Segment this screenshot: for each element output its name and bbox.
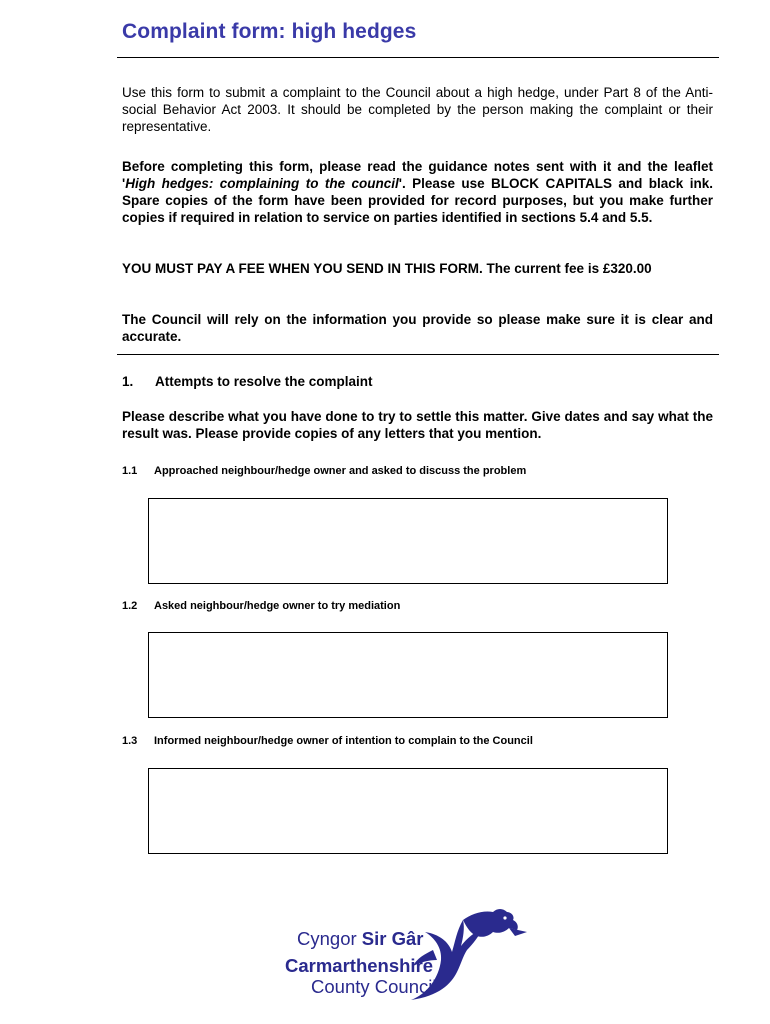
section-title: Attempts to resolve the complaint (155, 374, 373, 389)
answer-box-1-1[interactable] (148, 498, 668, 584)
divider (117, 57, 719, 58)
question-number: 1.1 (122, 465, 138, 477)
question-1-2 (122, 600, 400, 612)
guidance-text-a: Before completing this form, please read the guidance notes sent with it and the leaflet ' (122, 159, 713, 191)
question-label: Informed neighbour/hedge owner of intention to complain to the Council (154, 735, 533, 747)
question-1-3 (122, 735, 533, 747)
question-1-1 (122, 465, 526, 477)
accuracy-paragraph: The Council will rely on the information you provide so please make sure it is clear and accurate. (122, 312, 713, 344)
section-heading (122, 374, 373, 389)
intro-paragraph: Use this form to submit a complaint to the Council about a high hedge, under Part 8 of the Anti-social Behavior Act 2003. It should be completed by the person making the complaint or their representative. (122, 85, 713, 134)
answer-box-1-2[interactable] (148, 632, 668, 718)
section-number: 1. (122, 374, 134, 389)
section-instructions: Please describe what you have done to try to settle this matter. Give dates and say what the result was. Please provide copies of any letters that you mention. (122, 409, 713, 441)
council-logo (285, 906, 535, 1006)
divider (117, 354, 719, 355)
logo-english-name-2: County Council (311, 976, 437, 997)
question-number: 1.3 (122, 735, 138, 747)
question-label: Asked neighbour/hedge owner to try mediation (154, 600, 401, 612)
guidance-paragraph (122, 158, 713, 226)
page-title: Complaint form: high hedges (122, 20, 417, 43)
question-number: 1.2 (122, 600, 138, 612)
question-label: Approached neighbour/hedge owner and asked to discuss the problem (154, 465, 527, 477)
logo-welsh-name: Cyngor Sir Gâr (297, 928, 424, 949)
guidance-text-b: '. Please use BLOCK CAPITALS and black ink. Spare copies of the form have been provided for record purposes, but you make further copies if required in relation to service on parties identified in sections 5.4 and 5.5. (122, 176, 713, 225)
leaflet-title: High hedges: complaining to the council (125, 176, 399, 191)
logo-english-name-1: Carmarthenshire (285, 955, 434, 976)
fee-paragraph: YOU MUST PAY A FEE WHEN YOU SEND IN THIS FORM. The current fee is £320.00 (122, 261, 652, 276)
answer-box-1-3[interactable] (148, 768, 668, 854)
